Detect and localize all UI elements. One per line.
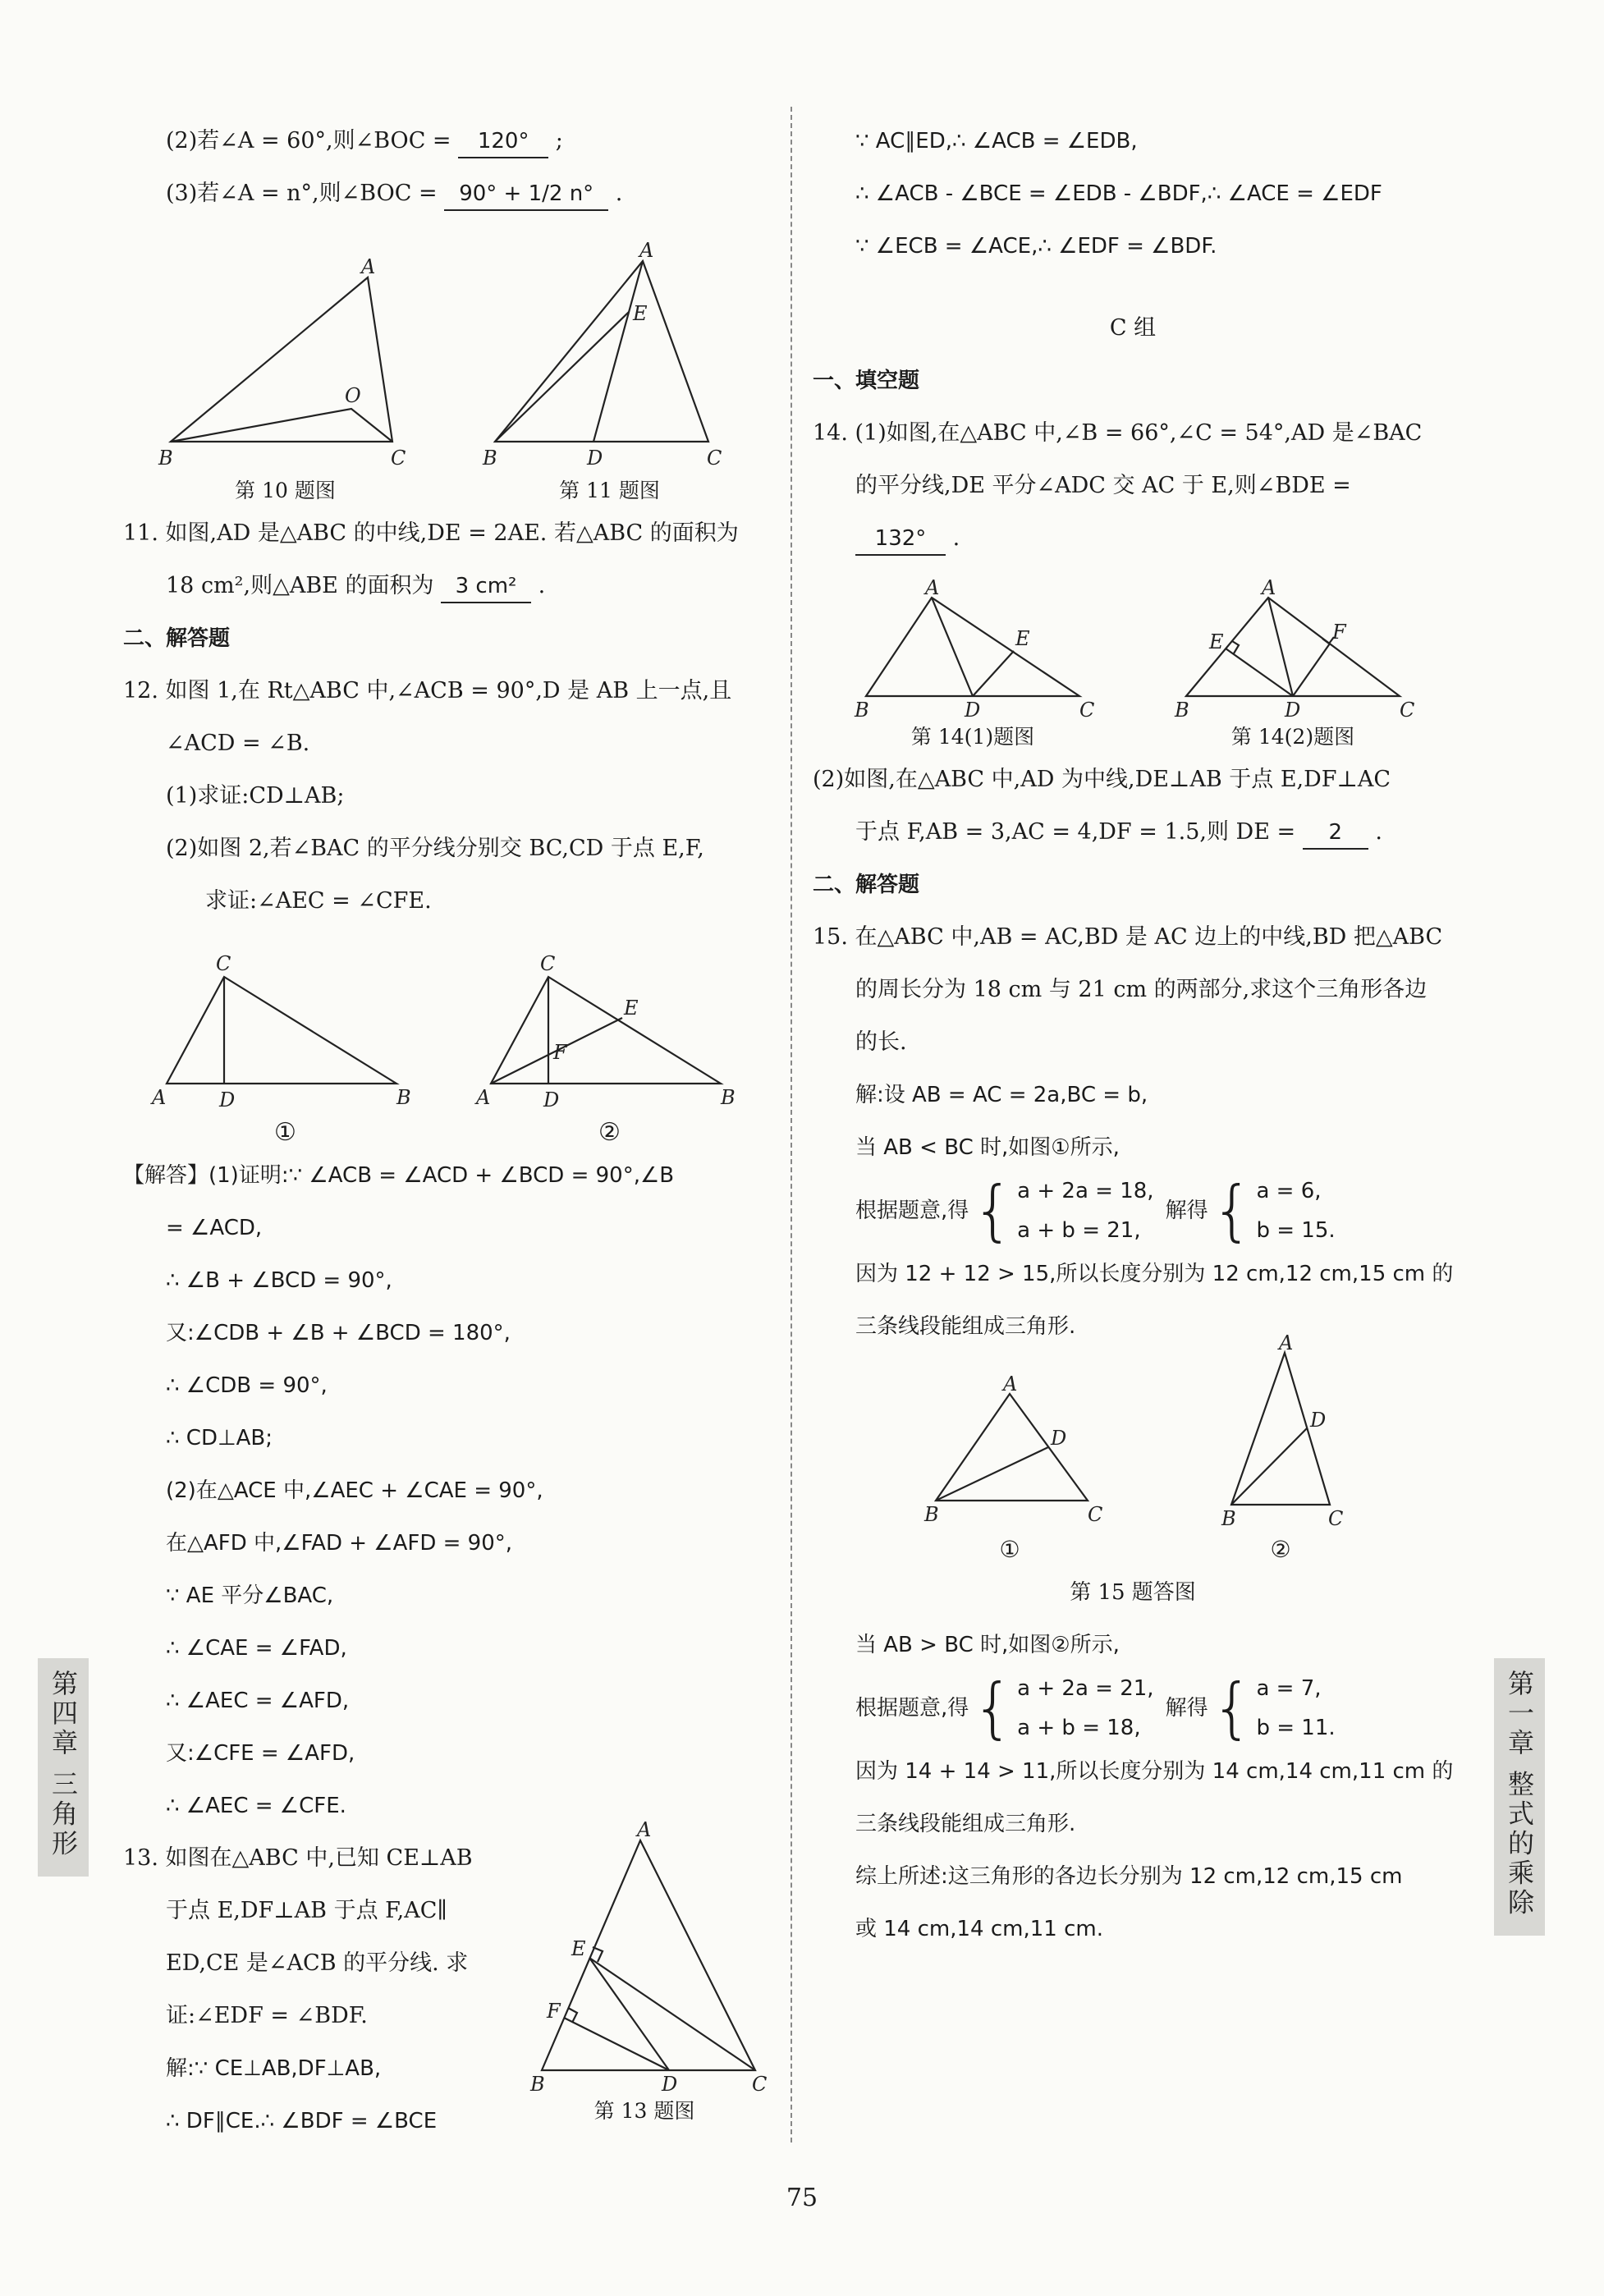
figure-15-2 (1207, 1331, 1354, 1566)
svg-text:D: D (965, 699, 981, 722)
figure-label: ② (1270, 1536, 1291, 1563)
q13-line: 13. 如图在△ABC 中,已知 CE⊥AB (123, 1845, 473, 1871)
q15-line: 15. 在△ABC 中,AB = AC,BD 是 AC 边上的中线,BD 把△ABC (813, 924, 1443, 950)
svg-text:C: C (706, 447, 722, 470)
figure-12-1 (150, 952, 421, 1149)
svg-text:B: B (855, 699, 869, 722)
solution-line: ∴ ∠CAE = ∠FAD, (166, 1636, 347, 1661)
q14-2-line1: (2)如图,在△ABC 中,AD 为中线,DE⊥AB 于点 E,DF⊥AC (813, 767, 1391, 792)
solution-line: 【解答】(1)证明:∵ ∠ACB = ∠ACD + ∠BCD = 90°,∠B (123, 1163, 675, 1188)
brace-icon: { (1211, 1670, 1253, 1746)
solution-line: ∴ ∠AEC = ∠AFD, (166, 1689, 350, 1713)
figure-label: ① (999, 1536, 1020, 1563)
figure-10 (154, 245, 417, 507)
svg-text:A: A (151, 1086, 166, 1109)
svg-text:D: D (586, 447, 603, 470)
triangle-figure-12-2 (474, 952, 745, 1116)
chapter-tab-left: 第四章 三角形 (38, 1658, 89, 1877)
triangle-figure-12-1 (150, 952, 421, 1116)
svg-text:B: B (1221, 1507, 1236, 1530)
q12-line2: ∠ACD = ∠B. (166, 731, 310, 756)
triangle-figure-15-2 (1207, 1331, 1354, 1533)
brace-icon: { (972, 1172, 1015, 1249)
q15-solution-line: 因为 14 + 14 > 11,所以长度分别为 14 cm,14 cm,11 cm 的 (855, 1759, 1454, 1784)
svg-text:C: C (539, 952, 555, 975)
answer-blank: 120° (458, 126, 548, 158)
solution-line: ∵ AE 平分∠BAC, (166, 1583, 334, 1608)
q12-sub2b: 求证:∠AEC = ∠CFE. (205, 888, 432, 914)
svg-text:A: A (360, 255, 375, 278)
svg-text:E: E (1209, 630, 1224, 653)
svg-text:F: F (1332, 621, 1346, 644)
right-column (813, 115, 1453, 1955)
svg-text:B: B (720, 1086, 736, 1109)
svg-text:D: D (543, 1088, 559, 1111)
q14-1-line3: 132° . (813, 512, 1453, 565)
svg-text:A: A (925, 576, 940, 599)
q15-solution-line: 或 14 cm,14 cm,11 cm. (855, 1917, 1103, 1941)
svg-text:C: C (752, 2073, 768, 2096)
q14-2-line2: 于点 F,AB = 3,AC = 4,DF = 1.5,则 DE = 2 . (813, 806, 1453, 859)
svg-text:D: D (1285, 699, 1301, 722)
section-heading: 二、解答题 (123, 626, 231, 651)
svg-text:C: C (215, 952, 231, 975)
answer-blank: 90° + 1/2 n° (444, 178, 608, 211)
q11-line1: 11. 如图,AD 是△ABC 的中线,DE = 2AE. 若△ABC 的面积为 (123, 520, 739, 546)
figure-label: ① (274, 1118, 296, 1147)
section-heading: 一、填空题 (813, 369, 920, 393)
figure-caption: 第 13 题图 (593, 2099, 695, 2123)
svg-text:B: B (1175, 699, 1189, 722)
figures-12 (123, 928, 772, 1149)
equation-system-1: 根据题意,得 { a + 2a = 18, a + b = 21, 解得 { a = 6, b = 15. (855, 1172, 1336, 1249)
svg-text:A: A (637, 1818, 652, 1841)
chapter-tab-right: 第一章 整式的乘除 (1494, 1658, 1545, 1936)
triangle-figure-13 (525, 1818, 768, 2096)
svg-text:D: D (1051, 1427, 1067, 1450)
figure-caption: 第 14(2)题图 (1230, 725, 1355, 749)
svg-text:E: E (1015, 627, 1030, 650)
solution-line: ∴ ∠B + ∠BCD = 90°, (166, 1268, 392, 1293)
svg-text:F: F (547, 2000, 561, 2023)
page-number: 75 (786, 2184, 818, 2212)
q15-line: 的周长分为 18 cm 与 21 cm 的两部分,求这个三角形各边 (855, 977, 1428, 1002)
q12-sub2a: (2)如图 2,若∠BAC 的平分线分别交 BC,CD 于点 E,F, (166, 836, 704, 861)
triangle-figure-14-1 (850, 576, 1096, 722)
svg-text:A: A (475, 1086, 490, 1109)
svg-text:D: D (1310, 1409, 1327, 1432)
q12-sub1: (1)求证:CD⊥AB; (166, 783, 345, 809)
svg-text:C: C (390, 447, 406, 470)
q13-line: 解:∵ CE⊥AB,DF⊥AB, (166, 2056, 382, 2081)
q12-line1: 12. 如图 1,在 Rt△ABC 中,∠ACB = 90°,D 是 AB 上一点,且 (123, 678, 732, 703)
answer-blank: 2 (1303, 817, 1368, 850)
figure-caption: 第 11 题图 (559, 479, 660, 502)
svg-text:E: E (632, 302, 648, 325)
figure-14-2 (1170, 576, 1416, 754)
q15-solution-line: 综上所述:这三角形的各边长分别为 12 cm,12 cm,15 cm (855, 1864, 1403, 1889)
group-title: C 组 (1109, 315, 1157, 341)
svg-text:C: C (1400, 699, 1415, 722)
svg-text:A: A (1262, 576, 1276, 599)
svg-text:D: D (218, 1088, 235, 1111)
q10-part3: (3)若∠A = n°,则∠BOC = 90° + 1/2 n° . (123, 167, 772, 220)
q13-line: 证:∠EDF = ∠BDF. (166, 2003, 368, 2028)
svg-text:C: C (1079, 699, 1095, 722)
solution-line: ∴ ∠CDB = 90°, (166, 1373, 328, 1398)
figure-11 (479, 239, 741, 507)
solution-line: (2)在△ACE 中,∠AEC + ∠CAE = 90°, (166, 1478, 543, 1503)
q15-solution-line: 三条线段能组成三角形. (855, 1314, 1076, 1339)
svg-text:B: B (482, 447, 497, 470)
figure-12-2 (474, 952, 745, 1149)
svg-text:A: A (1279, 1331, 1294, 1354)
q13-block (123, 1818, 772, 2144)
q14-1-line2: 的平分线,DE 平分∠ADC 交 AC 于 E,则∠BDE = (855, 473, 1351, 498)
column-divider (791, 107, 792, 2142)
q15-line: 的长. (855, 1029, 907, 1055)
brace-icon: { (972, 1670, 1015, 1746)
left-column (123, 115, 772, 2144)
figures-10-11 (123, 228, 772, 507)
answer-blank: 3 cm² (441, 571, 531, 603)
svg-text:A: A (639, 239, 653, 262)
figures-14 (813, 565, 1453, 754)
svg-text:B: B (158, 447, 173, 470)
q14-1-line1: 14. (1)如图,在△ABC 中,∠B = 66°,∠C = 54°,AD 是∠BAC (813, 420, 1423, 446)
triangle-figure-14-2 (1170, 576, 1416, 722)
triangle-figure-11 (479, 239, 741, 474)
solution-line: 又:∠CFE = ∠AFD, (166, 1741, 355, 1766)
q10-part2: (2)若∠A = 60°,则∠BOC = 120° ; (123, 115, 772, 167)
solution-line: = ∠ACD, (166, 1216, 263, 1240)
figure-15-1 (911, 1369, 1108, 1566)
figure-caption: 第 15 题答图 (1070, 1580, 1196, 1605)
svg-text:B: B (530, 2073, 545, 2096)
solution-line: ∴ CD⊥AB; (166, 1426, 273, 1450)
q14-2 (813, 754, 1453, 1069)
svg-text:A: A (1003, 1373, 1018, 1395)
triangle-figure-10 (154, 245, 417, 474)
q12-solution (123, 1149, 772, 1832)
svg-text:E: E (623, 997, 639, 1020)
q13-cont-line: ∵ AC∥ED,∴ ∠ACB = ∠EDB, (855, 129, 1138, 154)
svg-text:O: O (344, 384, 361, 407)
q13-line: ∴ DF∥CE.∴ ∠BDF = ∠BCE (166, 2109, 438, 2133)
q13-line: 于点 E,DF⊥AB 于点 F,AC∥ (166, 1898, 447, 1923)
q15-solution-line: 解:设 AB = AC = 2a,BC = b, (855, 1083, 1148, 1107)
figure-14-1 (850, 576, 1096, 754)
svg-text:B: B (396, 1086, 411, 1109)
q15-solution-line: 因为 12 + 12 > 15,所以长度分别为 12 cm,12 cm,15 cm 的 (855, 1262, 1454, 1286)
figure-caption: 第 14(1)题图 (910, 725, 1035, 749)
brace-icon: { (1211, 1172, 1253, 1249)
q13-line: ED,CE 是∠ACB 的平分线. 求 (166, 1950, 469, 1976)
solution-line: 在△AFD 中,∠FAD + ∠AFD = 90°, (166, 1531, 513, 1556)
answer-blank: 132° (855, 523, 946, 556)
figure-label: ② (598, 1118, 621, 1147)
q15-solution-line: 当 AB < BC 时,如图①所示, (855, 1135, 1120, 1160)
equation-system-2: 根据题意,得 { a + 2a = 21, a + b = 18, 解得 { a = 7, b = 11. (855, 1670, 1336, 1746)
q15-solution-line: 当 AB > BC 时,如图②所示, (855, 1633, 1120, 1657)
svg-text:D: D (662, 2073, 678, 2096)
q13-cont-line: ∵ ∠ECB = ∠ACE,∴ ∠EDF = ∠BDF. (855, 234, 1217, 259)
svg-text:E: E (571, 1937, 586, 1960)
figures-15 (813, 1331, 1453, 1566)
solution-line: ∴ ∠AEC = ∠CFE. (166, 1794, 346, 1818)
figure-13 (525, 1818, 768, 2128)
figure-caption: 第 10 题图 (235, 479, 336, 502)
svg-text:C: C (1088, 1503, 1103, 1526)
svg-text:B: B (924, 1503, 939, 1526)
q15-solution-line: 三条线段能组成三角形. (855, 1812, 1076, 1836)
svg-text:C: C (1328, 1507, 1344, 1530)
section-heading: 二、解答题 (813, 873, 920, 897)
triangle-figure-15-1 (911, 1369, 1108, 1533)
solution-line: 又:∠CDB + ∠B + ∠BCD = 180°, (166, 1321, 511, 1345)
q13-cont-line: ∴ ∠ACB - ∠BCE = ∠EDB - ∠BDF,∴ ∠ACE = ∠EDF (855, 181, 1382, 206)
svg-text:F: F (552, 1041, 567, 1064)
q11-line2: 18 cm²,则△ABE 的面积为 3 cm² . (123, 560, 772, 612)
